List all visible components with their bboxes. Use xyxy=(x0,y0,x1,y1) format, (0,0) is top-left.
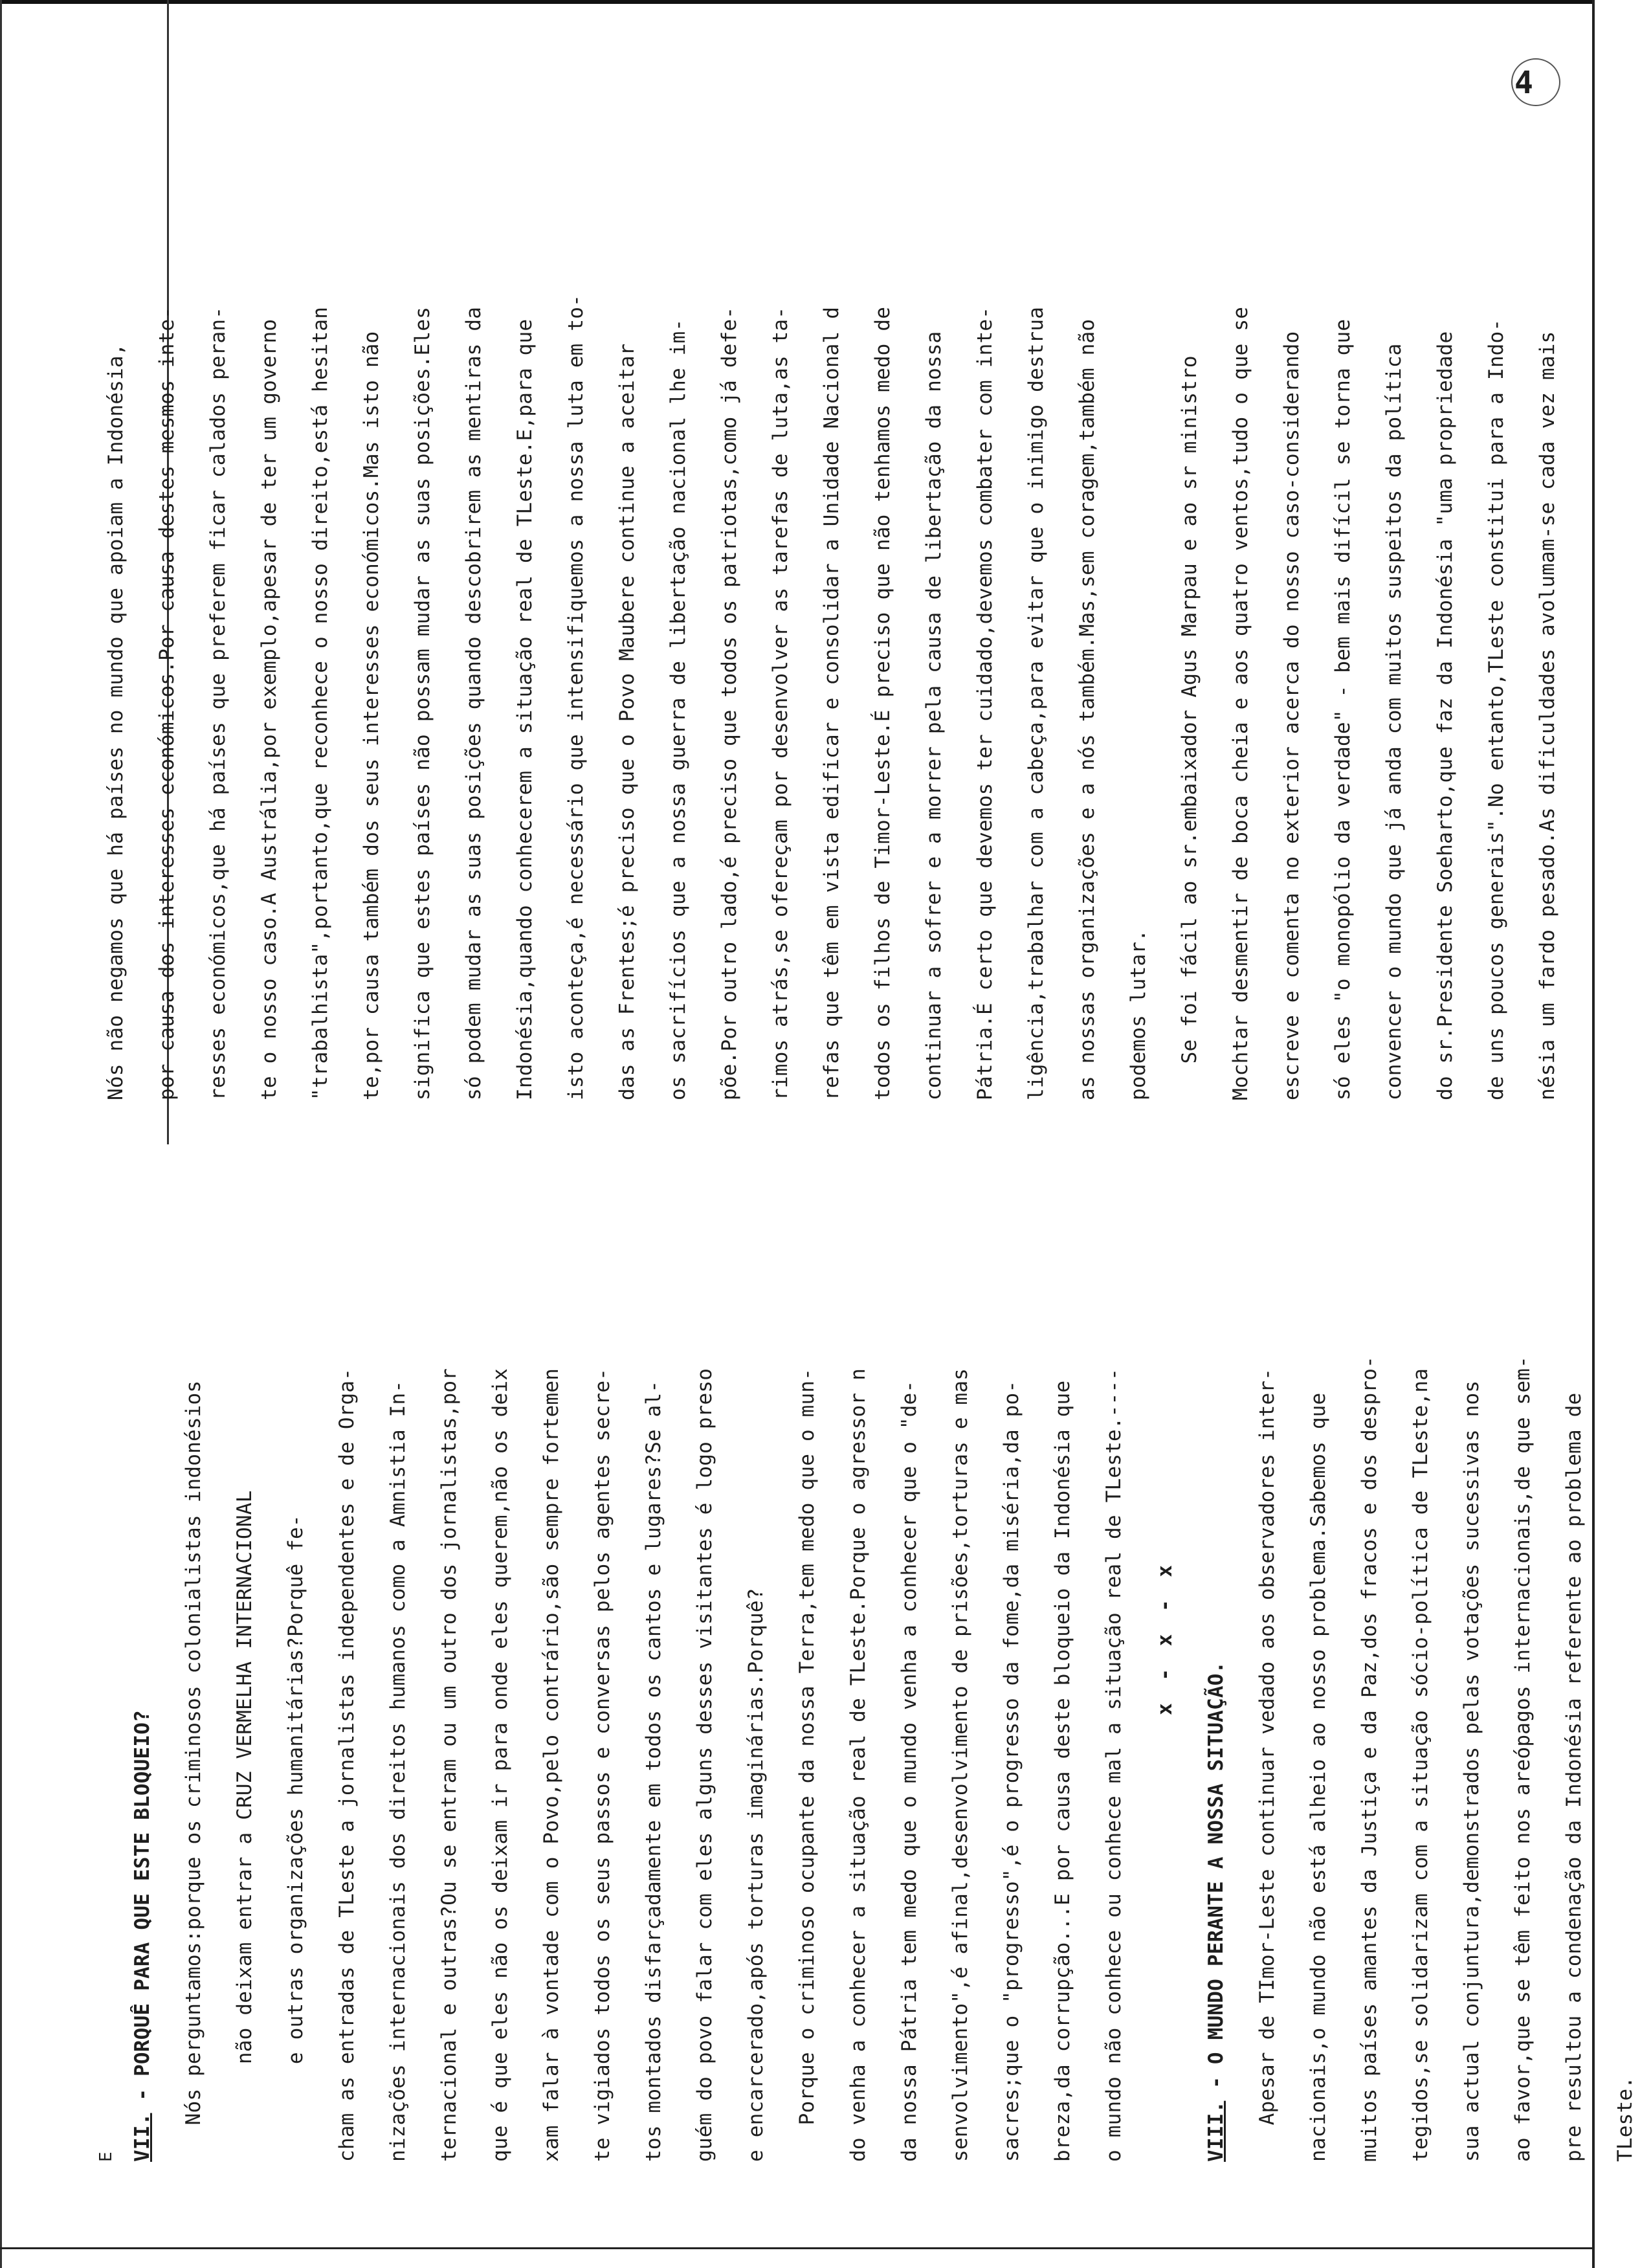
section-title-viii: - O MUNDO PERANTE A NOSSA SITUAÇÃO. xyxy=(1204,1661,1228,2101)
text-line: tegidos,se solidarizam com a situação sócio-política de TLeste,na xyxy=(1409,1368,1432,2162)
section-title-vii: - PORQUÊ PARA QUE ESTE BLOQUEIO? xyxy=(131,1710,154,2113)
text-line: resses económicos,que há países que preferem ficar calados peran- xyxy=(206,306,230,1100)
text-line: do venha a conhecer a situação real de TLeste.Porque o agressor n xyxy=(847,1368,870,2162)
text-line: te o nosso caso.A Austrália,por exemplo,apesar de ter um governo xyxy=(258,318,281,1100)
section-heading-vii xyxy=(117,1113,168,2162)
text-line: todos os filhos de Timor-Leste.É preciso que não tenhamos medo de xyxy=(871,306,894,1100)
text-line: podemos lutar. xyxy=(1127,929,1150,1100)
text-line: e outras organizações humanitárias?Porquê fe- xyxy=(284,1515,307,2162)
section-number-viii: VIII. xyxy=(1204,2100,1228,2162)
text-line: significa que estes países não possam mudar as suas posições.Eles xyxy=(411,306,434,1100)
text-line: xam falar à vontade com o Povo,pelo contrário,são sempre fortemen xyxy=(540,1368,563,2162)
text-line: Nós perguntamos:porque os criminosos colonialistas indonésios xyxy=(182,1380,205,2162)
text-line: Indonésia,quando conhecerem a situação real de TLeste.E,para que xyxy=(513,318,537,1100)
text-line: das as Frentes;é preciso que o Povo Maubere continue a aceitar xyxy=(615,343,639,1100)
text-line: os sacrifícios que a nossa guerra de libertação nacional lhe im- xyxy=(667,318,690,1100)
text-line: de uns poucos generais".No entanto,TLeste constitui para a Indo- xyxy=(1485,318,1508,1100)
text-line: convencer o mundo que já anda com muitos suspeitos da política xyxy=(1382,343,1406,1100)
text-line: por causa dos interesses económicos.Por causa destes mesmos inte- xyxy=(155,306,179,1100)
text-line: não deixam entrar a CRUZ VERMELHA INTERNACIONAL xyxy=(233,1490,256,2162)
text-line: breza,da corrupção...E por causa deste bloqueio da Indonésia que xyxy=(1051,1380,1074,2162)
text-line: nacionais,o mundo não está alheio ao nosso problema.Sabemos que xyxy=(1307,1392,1330,2162)
text-line: ternacional e outras?Ou se entram ou um outro dos jornalistas,por xyxy=(438,1368,461,2162)
text-line: Pátria.É certo que devemos ter cuidado,devemos combater com inte- xyxy=(973,306,997,1100)
text-line: sacres;que o "progresso",é o progresso da fome,da miséria,da po- xyxy=(1000,1380,1023,2162)
text-line: guém do povo falar com eles alguns desses visitantes é logo preso xyxy=(693,1368,716,2162)
text-line: e encarcerado,após torturas imaginárias.Porquê? xyxy=(744,1588,768,2162)
text-line: as nossas organizações e a nós também.Mas,sem coragem,também não xyxy=(1076,318,1099,1100)
text-column-top xyxy=(91,58,1573,1100)
text-line: ao favor,que se têm feito nos areópagos internacionais,de que sem- xyxy=(1511,1356,1535,2162)
text-line: só podem mudar as suas posições quando descobrirem as mentiras da xyxy=(462,306,485,1100)
section-heading-viii xyxy=(1191,1113,1242,2162)
text-line: TLeste. xyxy=(1613,2076,1637,2162)
text-line: refas que têm em vista edificar e consolidar a Unidade Nacional d xyxy=(820,306,843,1100)
text-line: cham as entradas de TLeste a jornalistas independentes e de Orga- xyxy=(335,1368,359,2162)
text-line: senvolvimento",é afinal,desenvolvimento de prisões,torturas e mas xyxy=(949,1368,972,2162)
paragraph-block-viii xyxy=(1242,1113,1651,2162)
scan-edge-top xyxy=(0,0,1595,4)
text-line: pre resultou a condenação da Indonésia referente ao problema de xyxy=(1562,1392,1586,2162)
text-line: sua actual conjuntura,demonstrados pelas votações sucessivas nos xyxy=(1460,1380,1483,2162)
text-line: Apesar de TImor-Leste continuar vedado aos observadores inter- xyxy=(1256,1368,1279,2162)
text-line: rimos atrás,se ofereçam por desenvolver as tarefas de luta,as ta- xyxy=(769,306,792,1100)
text-line: isto aconteça,é necessário que intensifiquemos a nossa luta em to- xyxy=(564,295,588,1100)
text-line: nizações internacionais dos direitos humanos como a Amnistia In- xyxy=(386,1380,410,2162)
scan-edge-left xyxy=(0,0,2,2268)
text-line: escreve e comenta no exterior acerca do nosso caso-considerando xyxy=(1280,331,1303,1100)
text-line: nésia um fardo pesado.As dificuldades avolumam-se cada vez mais xyxy=(1536,331,1559,1100)
section-separator: x - x - x xyxy=(1153,1560,1177,1715)
text-line: põe.Por outro lado,é preciso que todos os patriotas,como já defe- xyxy=(718,306,741,1100)
accent-mark: E xyxy=(96,2151,116,2162)
page-number: 4 xyxy=(1514,65,1533,101)
text-line: que é que eles não os deixam ir para onde eles querem,não os deix xyxy=(489,1368,512,2162)
text-line: continuar a sofrer e a morrer pela causa de libertação da nossa xyxy=(922,331,946,1100)
text-line: da nossa Pátria tem medo que o mundo venha a conhecer que o "de- xyxy=(898,1380,921,2162)
section-number-vii: VII. xyxy=(131,2113,154,2162)
bottom-rule xyxy=(0,2247,1595,2249)
text-line: "trabalhista",portanto,que reconhece o nosso direito,está hesitan xyxy=(309,306,332,1100)
text-line: o mundo não conhece ou conhece mal a situação real de TLeste.---- xyxy=(1102,1368,1125,2162)
text-line: Nós não negamos que há países no mundo que apoiam a Indonésia, xyxy=(104,343,127,1100)
text-line: Porque o criminoso ocupante da nossa Terra,tem medo que o mun- xyxy=(795,1368,819,2162)
text-line: te,por causa também dos seus interesses económicos.Mas isto não xyxy=(360,331,383,1100)
text-line: muitos países amantes da Justiça e da Paz,dos fracos e dos despro- xyxy=(1358,1356,1381,2162)
paragraph-block-vii xyxy=(168,1113,1140,2162)
text-line: te vigiados todos os seus passos e conversas pelos agentes secre- xyxy=(591,1368,614,2162)
text-line: Se foi fácil ao sr.embaixador Agus Marpau e ao sr ministro xyxy=(1178,355,1201,1100)
text-column-bottom xyxy=(95,1113,1651,2162)
text-line: do sr.Presidente Soeharto,que faz da Indonésia "uma propriedade xyxy=(1434,331,1457,1100)
text-line: só eles "o monopólio da verdade" - bem mais difícil se torna que xyxy=(1331,318,1355,1100)
text-line: tos montados disfarçadamente em todos os cantos e lugares?Se al- xyxy=(642,1380,665,2162)
text-line: ligência,trabalhar com a cabeça,para evitar que o inimigo destrua xyxy=(1025,306,1048,1100)
text-line: Mochtar desmentir de boca cheia e aos quatro ventos,tudo o que se xyxy=(1229,306,1252,1100)
